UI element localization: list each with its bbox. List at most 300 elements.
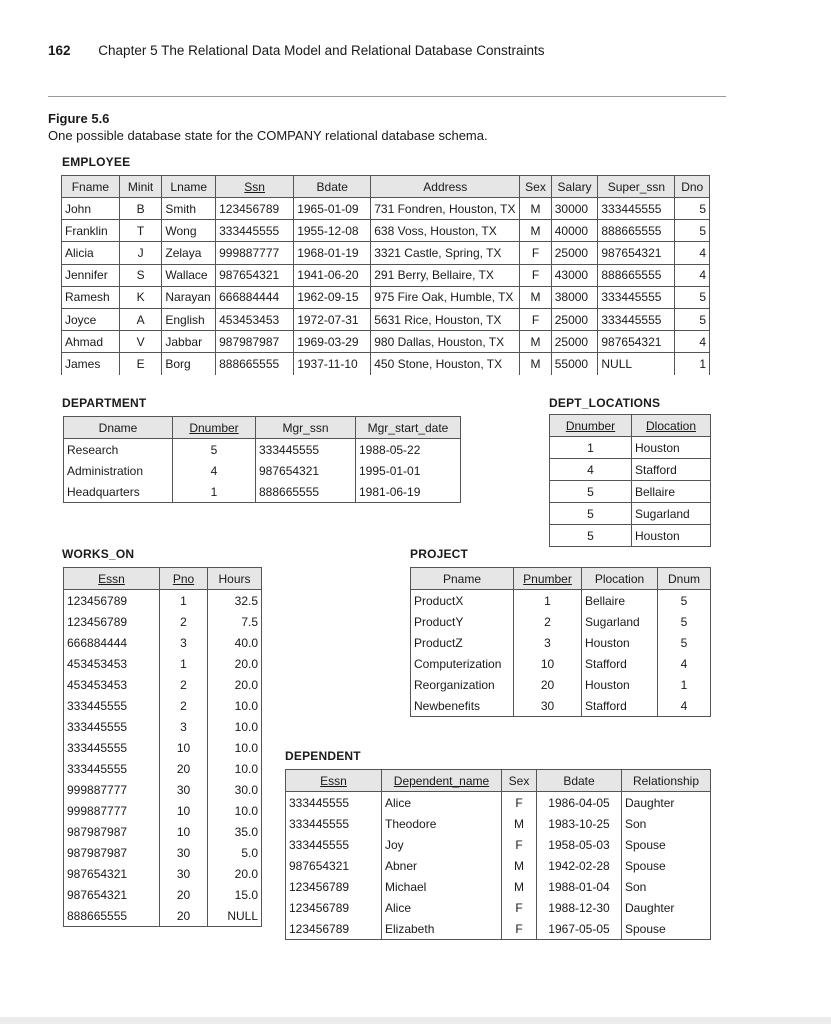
table-cell: Bellaire — [632, 481, 711, 503]
table-cell: 123456789 — [286, 876, 382, 897]
column-header: Dno — [675, 176, 710, 198]
table-cell: 333445555 — [64, 758, 160, 779]
chapter-title: Chapter 5 The Relational Data Model and Relational Database Constraints — [98, 43, 545, 58]
table-cell: M — [520, 331, 551, 353]
column-header: Address — [371, 176, 520, 198]
table-cell: Smith — [162, 198, 216, 220]
table-cell: 1968-01-19 — [294, 242, 371, 264]
table-cell: M — [520, 198, 551, 220]
table-cell: A — [119, 308, 162, 330]
table-cell: Joy — [382, 834, 502, 855]
column-header: Mgr_start_date — [356, 417, 461, 439]
table-cell: M — [520, 220, 551, 242]
table-cell: F — [520, 264, 551, 286]
table-cell: 1 — [658, 674, 711, 695]
table-cell: 975 Fire Oak, Humble, TX — [371, 286, 520, 308]
table-cell: Houston — [632, 525, 711, 547]
table-cell: 4 — [550, 459, 632, 481]
table-cell: 987654321 — [64, 863, 160, 884]
table-cell: ProductY — [411, 611, 514, 632]
employee-table — [61, 175, 710, 375]
table-cell: 1958-05-03 — [537, 834, 622, 855]
table-cell: 30 — [160, 863, 208, 884]
table-cell: Spouse — [622, 834, 711, 855]
table-cell: 987654321 — [256, 460, 356, 481]
table-cell: 4 — [675, 264, 710, 286]
column-header: Mgr_ssn — [256, 417, 356, 439]
table-cell: 10 — [160, 821, 208, 842]
table-cell: 5 — [675, 286, 710, 308]
table-cell: 666884444 — [64, 632, 160, 653]
table-cell: Son — [622, 876, 711, 897]
table-cell: Elizabeth — [382, 918, 502, 940]
table-row — [62, 220, 710, 242]
table-cell: 987654321 — [598, 331, 675, 353]
table-cell: 10.0 — [208, 737, 262, 758]
table-cell: 25000 — [551, 242, 598, 264]
table-cell: Administration — [64, 460, 173, 481]
table-cell: 5 — [658, 632, 711, 653]
table-cell: Ahmad — [62, 331, 120, 353]
table-cell: 731 Fondren, Houston, TX — [371, 198, 520, 220]
table-cell: 5631 Rice, Houston, TX — [371, 308, 520, 330]
table-row — [411, 632, 711, 653]
table-cell: Houston — [582, 674, 658, 695]
table-cell: Houston — [582, 632, 658, 653]
table-cell: Bellaire — [582, 590, 658, 612]
table-cell: 32.5 — [208, 590, 262, 612]
table-cell: Stafford — [632, 459, 711, 481]
table-cell: 999887777 — [64, 800, 160, 821]
table-cell: 10.0 — [208, 695, 262, 716]
table-cell: Houston — [632, 437, 711, 459]
table-cell: 291 Berry, Bellaire, TX — [371, 264, 520, 286]
column-header: Hours — [208, 568, 262, 590]
table-cell: J — [119, 242, 162, 264]
header-divider — [48, 96, 726, 97]
table-cell: English — [162, 308, 216, 330]
table-cell: 5 — [675, 308, 710, 330]
table-cell: 3 — [160, 716, 208, 737]
column-header: Dname — [64, 417, 173, 439]
table-cell: 123456789 — [286, 918, 382, 940]
dept-locations-table-name: DEPT_LOCATIONS — [549, 396, 661, 410]
table-cell: 5 — [658, 590, 711, 612]
department-table-name: DEPARTMENT — [62, 396, 147, 410]
table-cell: 40.0 — [208, 632, 262, 653]
table-row — [64, 842, 262, 863]
table-cell: 1942-02-28 — [537, 855, 622, 876]
table-cell: 4 — [173, 460, 256, 481]
table-cell: 5 — [675, 220, 710, 242]
table-cell: James — [62, 353, 120, 375]
table-cell: 10 — [160, 737, 208, 758]
column-header: Fname — [62, 176, 120, 198]
column-header: Dnumber — [550, 415, 632, 437]
table-row — [62, 198, 710, 220]
table-row — [64, 653, 262, 674]
table-row — [411, 674, 711, 695]
table-row — [411, 611, 711, 632]
column-header: Sex — [520, 176, 551, 198]
table-cell: 20 — [160, 905, 208, 927]
table-cell: Jabbar — [162, 331, 216, 353]
table-cell: 1941-06-20 — [294, 264, 371, 286]
table-cell: Wong — [162, 220, 216, 242]
column-header: Super_ssn — [598, 176, 675, 198]
column-header: Essn — [64, 568, 160, 590]
table-cell: 2 — [160, 674, 208, 695]
table-cell: 1 — [514, 590, 582, 612]
table-cell: 10.0 — [208, 716, 262, 737]
dependent-table-name: DEPENDENT — [285, 749, 361, 763]
table-cell: 1962-09-15 — [294, 286, 371, 308]
table-cell: 15.0 — [208, 884, 262, 905]
table-cell: 987654321 — [286, 855, 382, 876]
table-cell: M — [520, 286, 551, 308]
table-cell: Newbenefits — [411, 695, 514, 717]
table-cell: B — [119, 198, 162, 220]
table-row — [411, 653, 711, 674]
works-on-header-row — [64, 568, 262, 590]
table-cell: F — [502, 792, 537, 814]
table-cell: 30 — [160, 779, 208, 800]
table-cell: 453453453 — [64, 674, 160, 695]
table-cell: 333445555 — [598, 286, 675, 308]
table-cell: NULL — [598, 353, 675, 375]
table-cell: Stafford — [582, 695, 658, 717]
table-cell: M — [502, 813, 537, 834]
table-cell: 35.0 — [208, 821, 262, 842]
table-cell: NULL — [208, 905, 262, 927]
table-cell: 123456789 — [64, 590, 160, 612]
table-cell: Stafford — [582, 653, 658, 674]
table-cell: Alice — [382, 897, 502, 918]
table-cell: 30 — [160, 842, 208, 863]
table-cell: 3 — [514, 632, 582, 653]
table-cell: 987987987 — [64, 821, 160, 842]
table-cell: M — [502, 876, 537, 897]
table-cell: 1955-12-08 — [294, 220, 371, 242]
table-cell: 1981-06-19 — [356, 481, 461, 503]
table-cell: 987654321 — [598, 242, 675, 264]
column-header: Dependent_name — [382, 770, 502, 792]
table-cell: Zelaya — [162, 242, 216, 264]
table-cell: 333445555 — [286, 792, 382, 814]
column-header: Pnumber — [514, 568, 582, 590]
table-cell: John — [62, 198, 120, 220]
column-header: Sex — [502, 770, 537, 792]
department-header-row — [64, 417, 461, 439]
table-cell: 2 — [160, 695, 208, 716]
table-cell: 40000 — [551, 220, 598, 242]
table-cell: 20 — [160, 758, 208, 779]
table-row — [550, 481, 711, 503]
table-cell: 888665555 — [216, 353, 294, 375]
table-cell: 123456789 — [286, 897, 382, 918]
table-cell: T — [119, 220, 162, 242]
column-header: Relationship — [622, 770, 711, 792]
table-row — [62, 286, 710, 308]
table-cell: Alice — [382, 792, 502, 814]
column-header: Essn — [286, 770, 382, 792]
table-row — [550, 437, 711, 459]
table-cell: 987654321 — [64, 884, 160, 905]
table-cell: 38000 — [551, 286, 598, 308]
table-cell: 5 — [658, 611, 711, 632]
works-on-table — [63, 567, 262, 927]
column-header: Bdate — [294, 176, 371, 198]
table-cell: Reorganization — [411, 674, 514, 695]
table-cell: K — [119, 286, 162, 308]
table-cell: V — [119, 331, 162, 353]
table-row — [64, 800, 262, 821]
table-row — [64, 632, 262, 653]
table-row — [64, 481, 461, 503]
table-cell: Sugarland — [582, 611, 658, 632]
table-cell: 25000 — [551, 331, 598, 353]
table-cell: 453453453 — [216, 308, 294, 330]
table-cell: 1 — [160, 653, 208, 674]
table-cell: 333445555 — [216, 220, 294, 242]
table-row — [64, 779, 262, 800]
table-cell: Wallace — [162, 264, 216, 286]
table-row — [62, 242, 710, 264]
department-table — [63, 416, 461, 503]
table-cell: 333445555 — [256, 439, 356, 461]
table-cell: 333445555 — [64, 737, 160, 758]
figure-title: Figure 5.6 — [48, 111, 110, 126]
column-header: Minit — [119, 176, 162, 198]
table-cell: 333445555 — [64, 695, 160, 716]
table-cell: 1988-01-04 — [537, 876, 622, 897]
column-header: Salary — [551, 176, 598, 198]
table-cell: 5 — [550, 481, 632, 503]
column-header: Dlocation — [632, 415, 711, 437]
table-cell: 980 Dallas, Houston, TX — [371, 331, 520, 353]
table-row — [64, 758, 262, 779]
table-cell: Research — [64, 439, 173, 461]
table-row — [62, 331, 710, 353]
table-cell: M — [502, 855, 537, 876]
table-row — [64, 695, 262, 716]
table-cell: Spouse — [622, 855, 711, 876]
table-cell: 1988-05-22 — [356, 439, 461, 461]
project-table-name: PROJECT — [410, 547, 469, 561]
table-row — [286, 792, 711, 814]
table-row — [64, 863, 262, 884]
table-cell: E — [119, 353, 162, 375]
table-cell: 1986-04-05 — [537, 792, 622, 814]
column-header: Dnumber — [173, 417, 256, 439]
table-row — [64, 439, 461, 461]
table-cell: 1 — [160, 590, 208, 612]
table-cell: Jennifer — [62, 264, 120, 286]
column-header: Dnum — [658, 568, 711, 590]
table-cell: F — [520, 308, 551, 330]
table-cell: 333445555 — [286, 834, 382, 855]
table-cell: 7.5 — [208, 611, 262, 632]
table-row — [62, 308, 710, 330]
table-cell: 1 — [675, 353, 710, 375]
table-cell: 2 — [514, 611, 582, 632]
table-cell: Spouse — [622, 918, 711, 940]
employee-header-row — [62, 176, 710, 198]
table-cell: 10 — [160, 800, 208, 821]
column-header: Pname — [411, 568, 514, 590]
table-row — [62, 264, 710, 286]
table-cell: Joyce — [62, 308, 120, 330]
table-cell: 1969-03-29 — [294, 331, 371, 353]
table-cell: 888665555 — [598, 264, 675, 286]
table-cell: 1937-11-10 — [294, 353, 371, 375]
table-cell: 987987987 — [64, 842, 160, 863]
table-row — [286, 876, 711, 897]
table-cell: 888665555 — [256, 481, 356, 503]
table-cell: 333445555 — [64, 716, 160, 737]
table-cell: ProductZ — [411, 632, 514, 653]
table-cell: 987987987 — [216, 331, 294, 353]
table-cell: 450 Stone, Houston, TX — [371, 353, 520, 375]
table-cell: 43000 — [551, 264, 598, 286]
table-cell: 1 — [550, 437, 632, 459]
table-cell: 20.0 — [208, 674, 262, 695]
table-cell: 5 — [550, 525, 632, 547]
table-cell: 10 — [514, 653, 582, 674]
table-row — [64, 821, 262, 842]
table-cell: 333445555 — [598, 308, 675, 330]
column-header: Lname — [162, 176, 216, 198]
table-row — [550, 503, 711, 525]
table-cell: 25000 — [551, 308, 598, 330]
table-cell: 5.0 — [208, 842, 262, 863]
table-cell: 20.0 — [208, 653, 262, 674]
table-cell: 333445555 — [598, 198, 675, 220]
table-cell: 20 — [514, 674, 582, 695]
table-cell: Alicia — [62, 242, 120, 264]
column-header: Bdate — [537, 770, 622, 792]
table-cell: 4 — [675, 242, 710, 264]
table-cell: S — [119, 264, 162, 286]
table-cell: 3 — [160, 632, 208, 653]
table-row — [286, 918, 711, 940]
table-cell: F — [502, 918, 537, 940]
table-cell: 123456789 — [64, 611, 160, 632]
table-cell: 3321 Castle, Spring, TX — [371, 242, 520, 264]
table-cell: F — [502, 834, 537, 855]
table-row — [64, 905, 262, 927]
table-cell: Franklin — [62, 220, 120, 242]
table-cell: Daughter — [622, 792, 711, 814]
employee-table-name: EMPLOYEE — [62, 155, 131, 169]
table-row — [64, 884, 262, 905]
table-cell: 4 — [658, 695, 711, 717]
table-cell: 4 — [658, 653, 711, 674]
table-cell: 453453453 — [64, 653, 160, 674]
table-cell: M — [520, 353, 551, 375]
table-cell: 2 — [160, 611, 208, 632]
table-cell: 1995-01-01 — [356, 460, 461, 481]
table-row — [286, 897, 711, 918]
table-cell: 10.0 — [208, 800, 262, 821]
table-cell: 55000 — [551, 353, 598, 375]
dependent-header-row — [286, 770, 711, 792]
column-header: Plocation — [582, 568, 658, 590]
table-cell: 10.0 — [208, 758, 262, 779]
table-cell: 1983-10-25 — [537, 813, 622, 834]
page-bottom-edge — [0, 1017, 831, 1024]
table-cell: 888665555 — [598, 220, 675, 242]
table-cell: F — [502, 897, 537, 918]
dept-locations-table — [549, 414, 711, 547]
table-cell: 999887777 — [64, 779, 160, 800]
table-row — [286, 855, 711, 876]
table-row — [550, 459, 711, 481]
table-cell: 123456789 — [216, 198, 294, 220]
table-cell: Michael — [382, 876, 502, 897]
project-header-row — [411, 568, 711, 590]
table-cell: 1967-05-05 — [537, 918, 622, 940]
table-cell: Borg — [162, 353, 216, 375]
table-row — [286, 834, 711, 855]
table-row — [286, 813, 711, 834]
table-row — [62, 353, 710, 375]
table-cell: 1965-01-09 — [294, 198, 371, 220]
table-cell: 987654321 — [216, 264, 294, 286]
column-header: Ssn — [216, 176, 294, 198]
table-cell: 5 — [173, 439, 256, 461]
table-row — [64, 590, 262, 612]
figure-caption: One possible database state for the COMPANY relational database schema. — [48, 128, 488, 143]
table-row — [411, 695, 711, 717]
table-cell: 30 — [514, 695, 582, 717]
page-header — [48, 43, 545, 58]
table-cell: 20 — [160, 884, 208, 905]
dept-locations-header-row — [550, 415, 711, 437]
table-cell: 20.0 — [208, 863, 262, 884]
table-cell: 1988-12-30 — [537, 897, 622, 918]
table-row — [64, 716, 262, 737]
works-on-table-name: WORKS_ON — [62, 547, 135, 561]
table-row — [550, 525, 711, 547]
table-cell: 1972-07-31 — [294, 308, 371, 330]
table-row — [64, 460, 461, 481]
table-cell: F — [520, 242, 551, 264]
table-cell: 5 — [675, 198, 710, 220]
table-row — [411, 590, 711, 612]
page-number: 162 — [48, 43, 71, 58]
table-cell: Daughter — [622, 897, 711, 918]
table-cell: 4 — [675, 331, 710, 353]
table-cell: 30.0 — [208, 779, 262, 800]
table-cell: 5 — [550, 503, 632, 525]
table-cell: 638 Voss, Houston, TX — [371, 220, 520, 242]
table-cell: 888665555 — [64, 905, 160, 927]
table-cell: Theodore — [382, 813, 502, 834]
table-cell: 999887777 — [216, 242, 294, 264]
table-row — [64, 737, 262, 758]
table-row — [64, 674, 262, 695]
table-cell: 1 — [173, 481, 256, 503]
dependent-table — [285, 769, 711, 940]
table-cell: Ramesh — [62, 286, 120, 308]
table-row — [64, 611, 262, 632]
column-header: Pno — [160, 568, 208, 590]
table-cell: Computerization — [411, 653, 514, 674]
table-cell: Son — [622, 813, 711, 834]
table-cell: ProductX — [411, 590, 514, 612]
table-cell: 30000 — [551, 198, 598, 220]
